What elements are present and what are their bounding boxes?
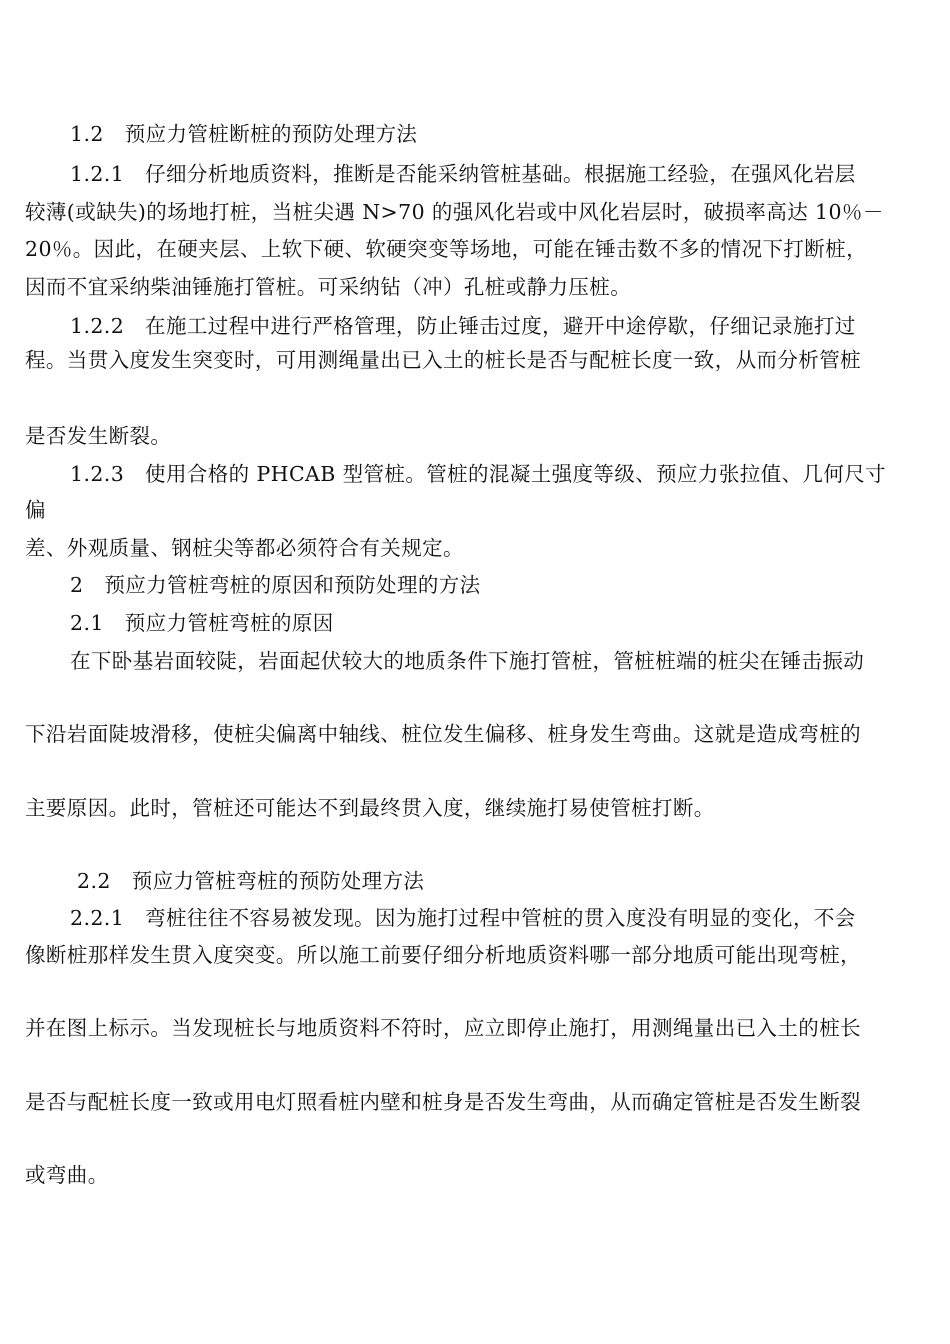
paragraph-1-2-3: 1.2.3 使用合格的 PHCAB 型管桩。管桩的混凝土强度等级、预应力张拉值、几何尺寸: [70, 462, 887, 486]
paragraph-line: 主要原因。此时，管桩还可能达不到最终贯入度，继续施打易使管桩打断。: [25, 796, 715, 820]
paragraph-line: 是否与配桩长度一致或用电灯照看桩内壁和桩身是否发生弯曲，从而确定管桩是否发生断裂: [25, 1090, 861, 1114]
paragraph-line: 差、外观质量、钢桩尖等都必须符合有关规定。: [25, 536, 464, 560]
heading-1-2: 1.2 预应力管桩断桩的预防处理方法: [70, 122, 418, 146]
paragraph-1-2-2: 1.2.2 在施工过程中进行严格管理，防止锤击过度，避开中途停歇，仔细记录施打过: [70, 314, 856, 338]
paragraph-1-2-1: 1.2.1 仔细分析地质资料，推断是否能采纳管桩基础。根据施工经验，在强风化岩层: [70, 162, 856, 186]
paragraph-line: 因而不宜采纳柴油锤施打管桩。可采纳钻（冲）孔桩或静力压桩。: [25, 275, 632, 299]
paragraph-line: 20％。因此，在硬夹层、上软下硬、软硬突变等场地，可能在锤击数不多的情况下打断桩，: [25, 237, 867, 261]
paragraph-line: 下沿岩面陡坡滑移，使桩尖偏离中轴线、桩位发生偏移、桩身发生弯曲。这就是造成弯桩的: [25, 722, 861, 746]
paragraph-line: 程。当贯入度发生突变时，可用测绳量出已入土的桩长是否与配桩长度一致，从而分析管桩: [25, 348, 861, 372]
paragraph-line: 较薄(或缺失)的场地打桩，当桩尖遇 N>70 的强风化岩或中风化岩层时，破损率高达 10％－: [25, 200, 884, 224]
paragraph-2-2-1: 2.2.1 弯桩往往不容易被发现。因为施打过程中管桩的贯入度没有明显的变化，不会: [70, 906, 856, 930]
paragraph-line: 是否发生断裂。: [25, 424, 172, 448]
paragraph-line: 或弯曲。: [25, 1163, 109, 1187]
paragraph-line: 偏: [25, 498, 46, 522]
paragraph-2-1: 在下卧基岩面较陡，岩面起伏较大的地质条件下施打管桩，管桩桩端的桩尖在锤击振动: [70, 649, 865, 673]
heading-2: 2 预应力管桩弯桩的原因和预防处理的方法: [70, 573, 481, 597]
heading-2-2: 2.2 预应力管桩弯桩的预防处理方法: [77, 869, 425, 893]
paragraph-line: 并在图上标示。当发现桩长与地质资料不符时，应立即停止施打，用测绳量出已入土的桩长: [25, 1016, 861, 1040]
paragraph-line: 像断桩那样发生贯入度突变。所以施工前要仔细分析地质资料哪一部分地质可能出现弯桩，: [25, 943, 861, 967]
heading-2-1: 2.1 预应力管桩弯桩的原因: [70, 611, 334, 635]
